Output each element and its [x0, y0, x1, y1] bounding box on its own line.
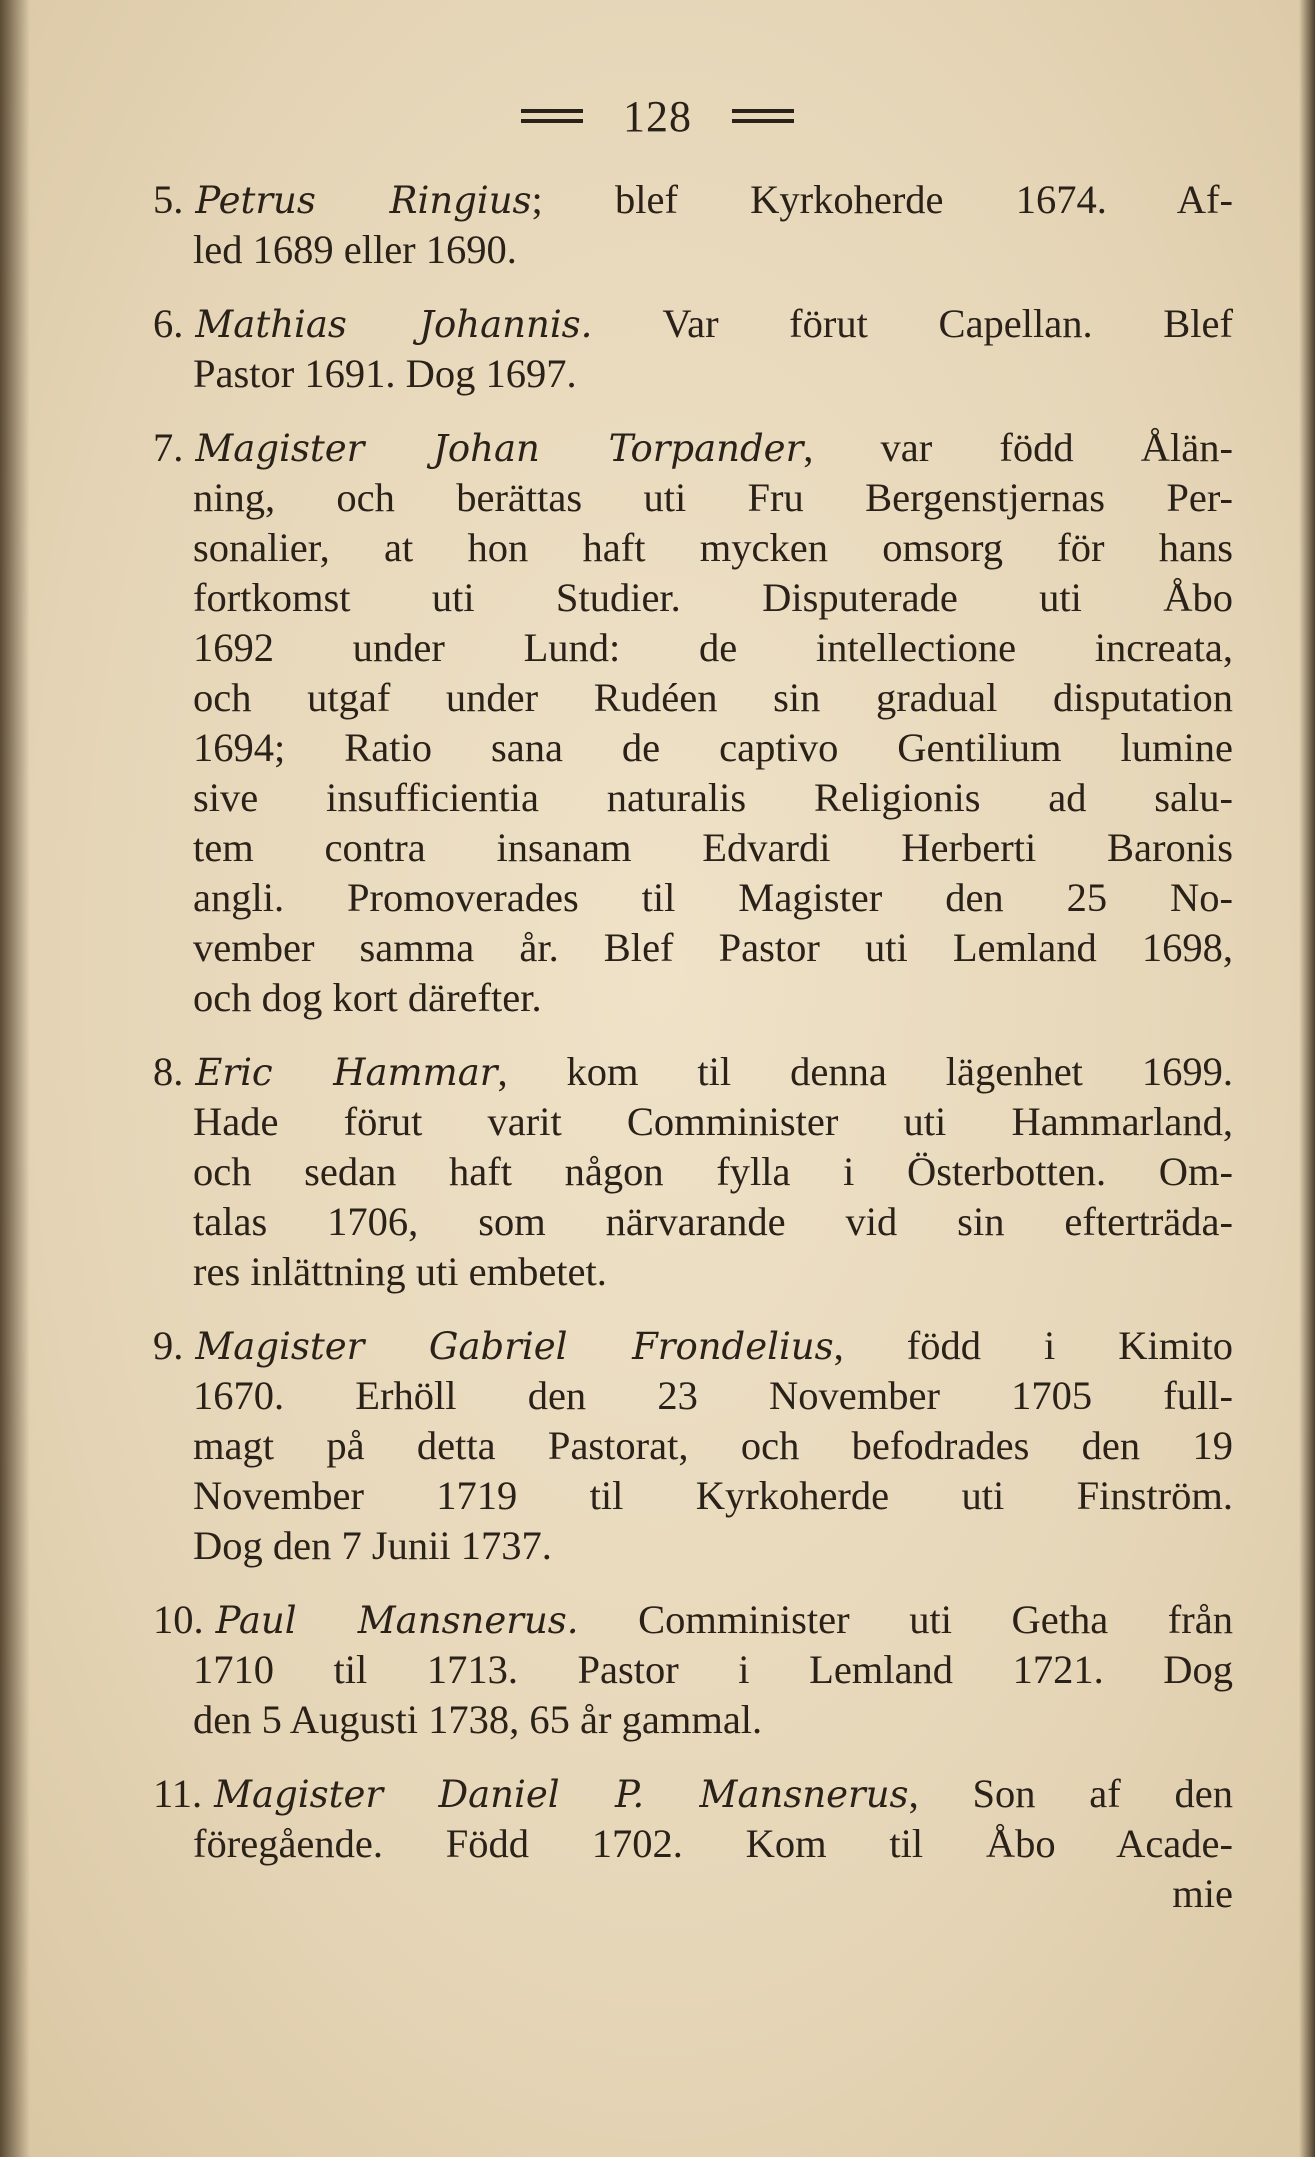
- page-right-edge: [1299, 0, 1315, 2157]
- entry-first-line: [153, 423, 1233, 473]
- entry-line: och sedan haft någon fylla i Österbotten. Om-: [193, 1149, 1233, 1194]
- entry-9: [153, 1321, 1234, 1571]
- entry-name: Paul Mansnerus.: [215, 1599, 579, 1642]
- entry-5: [153, 175, 1233, 275]
- entry-first-line: [153, 299, 1233, 349]
- entry-line: vember samma år. Blef Pastor uti Lemland 1698,: [193, 925, 1233, 970]
- entry-line: 1710 til 1713. Pastor i Lemland 1721. Dog: [193, 1647, 1233, 1692]
- entry-line: fortkomst uti Studier. Disputerade uti Åbo: [193, 575, 1233, 620]
- entry-text: ; blef Kyrkoherde 1674. Af-: [531, 177, 1233, 222]
- entry-number: 8.: [153, 1049, 184, 1094]
- entry-line: och dog kort därefter.: [193, 975, 542, 1020]
- entry-text: , var född Ålän-: [803, 425, 1233, 470]
- header-rule-right: [732, 109, 794, 123]
- entry-text: Var förut Capellan. Blef: [662, 301, 1233, 346]
- entry-line: Pastor 1691. Dog 1697.: [193, 351, 577, 396]
- entry-11: [153, 1769, 1233, 1869]
- entry-line: led 1689 eller 1690.: [193, 227, 517, 272]
- page-header: [0, 88, 1315, 144]
- entry-first-line: [153, 1595, 1233, 1645]
- entry-number: 11.: [153, 1771, 203, 1816]
- entry-text: , Son af den: [908, 1771, 1233, 1816]
- entry-line: 1692 under Lund: de intellectione increata,: [193, 625, 1233, 670]
- entry-number: 9.: [153, 1323, 184, 1368]
- entry-line: res inlättning uti embetet.: [193, 1249, 607, 1294]
- entry-name: Petrus Ringius: [195, 179, 532, 222]
- entry-line: ning, och berättas uti Fru Bergenstjernas Per-: [193, 475, 1233, 520]
- entry-line: 1694; Ratio sana de captivo Gentilium lumine: [193, 725, 1233, 770]
- entry-name: Eric Hammar: [195, 1051, 498, 1094]
- entry-number: 10.: [153, 1597, 204, 1642]
- catchword: mie: [1172, 1871, 1233, 1916]
- entry-line: föregående. Född 1702. Kom til Åbo Acade-: [193, 1821, 1233, 1866]
- entry-text: , kom til denna lägenhet 1699.: [497, 1049, 1233, 1094]
- entry-line: sonalier, at hon haft mycken omsorg för hans: [193, 525, 1233, 570]
- body-text: [153, 175, 1234, 1919]
- entry-line: Dog den 7 Junii 1737.: [193, 1523, 552, 1568]
- entry-line: November 1719 til Kyrkoherde uti Finström.: [193, 1473, 1233, 1518]
- entry-line: sive insufficientia naturalis Religionis ad salu-: [193, 775, 1233, 820]
- entry-7: [153, 423, 1233, 1023]
- entry-name: Mathias Johannis.: [195, 303, 593, 346]
- entry-first-line: [153, 1047, 1233, 1097]
- entry-name: Magister Daniel P. Mansnerus: [214, 1773, 909, 1816]
- entry-name: Magister Gabriel Frondelius: [195, 1325, 834, 1368]
- entry-line: angli. Promoverades til Magister den 25 No-: [193, 875, 1233, 920]
- entry-first-line: [153, 1321, 1233, 1371]
- page-number: 128: [623, 91, 692, 141]
- entry-line: talas 1706, som närvarande vid sin efterträda-: [193, 1199, 1233, 1244]
- entry-name: Magister Johan Torpander: [195, 427, 804, 470]
- entry-8: [153, 1047, 1233, 1297]
- entry-line: Hade förut varit Comminister uti Hammarland,: [193, 1099, 1233, 1144]
- entry-6: [153, 299, 1233, 399]
- entry-number: 6.: [153, 301, 184, 346]
- entry-number: 5.: [153, 177, 184, 222]
- header-rule-left: [521, 109, 583, 123]
- entry-number: 7.: [153, 425, 184, 470]
- entry-line: 1670. Erhöll den 23 November 1705 full-: [193, 1373, 1233, 1418]
- entry-first-line: [153, 1769, 1233, 1819]
- entry-10: [153, 1595, 1233, 1745]
- entry-text: , född i Kimito: [833, 1323, 1234, 1368]
- entry-line: tem contra insanam Edvardi Herberti Baronis: [193, 825, 1233, 870]
- entry-text: Comminister uti Getha från: [638, 1597, 1233, 1642]
- entry-line: magt på detta Pastorat, och befodrades den 19: [193, 1423, 1233, 1468]
- entry-line: och utgaf under Rudéen sin gradual disputation: [193, 675, 1233, 720]
- page-left-edge: [0, 0, 30, 2157]
- entry-first-line: [153, 175, 1233, 225]
- entry-line: den 5 Augusti 1738, 65 år gammal.: [193, 1697, 763, 1742]
